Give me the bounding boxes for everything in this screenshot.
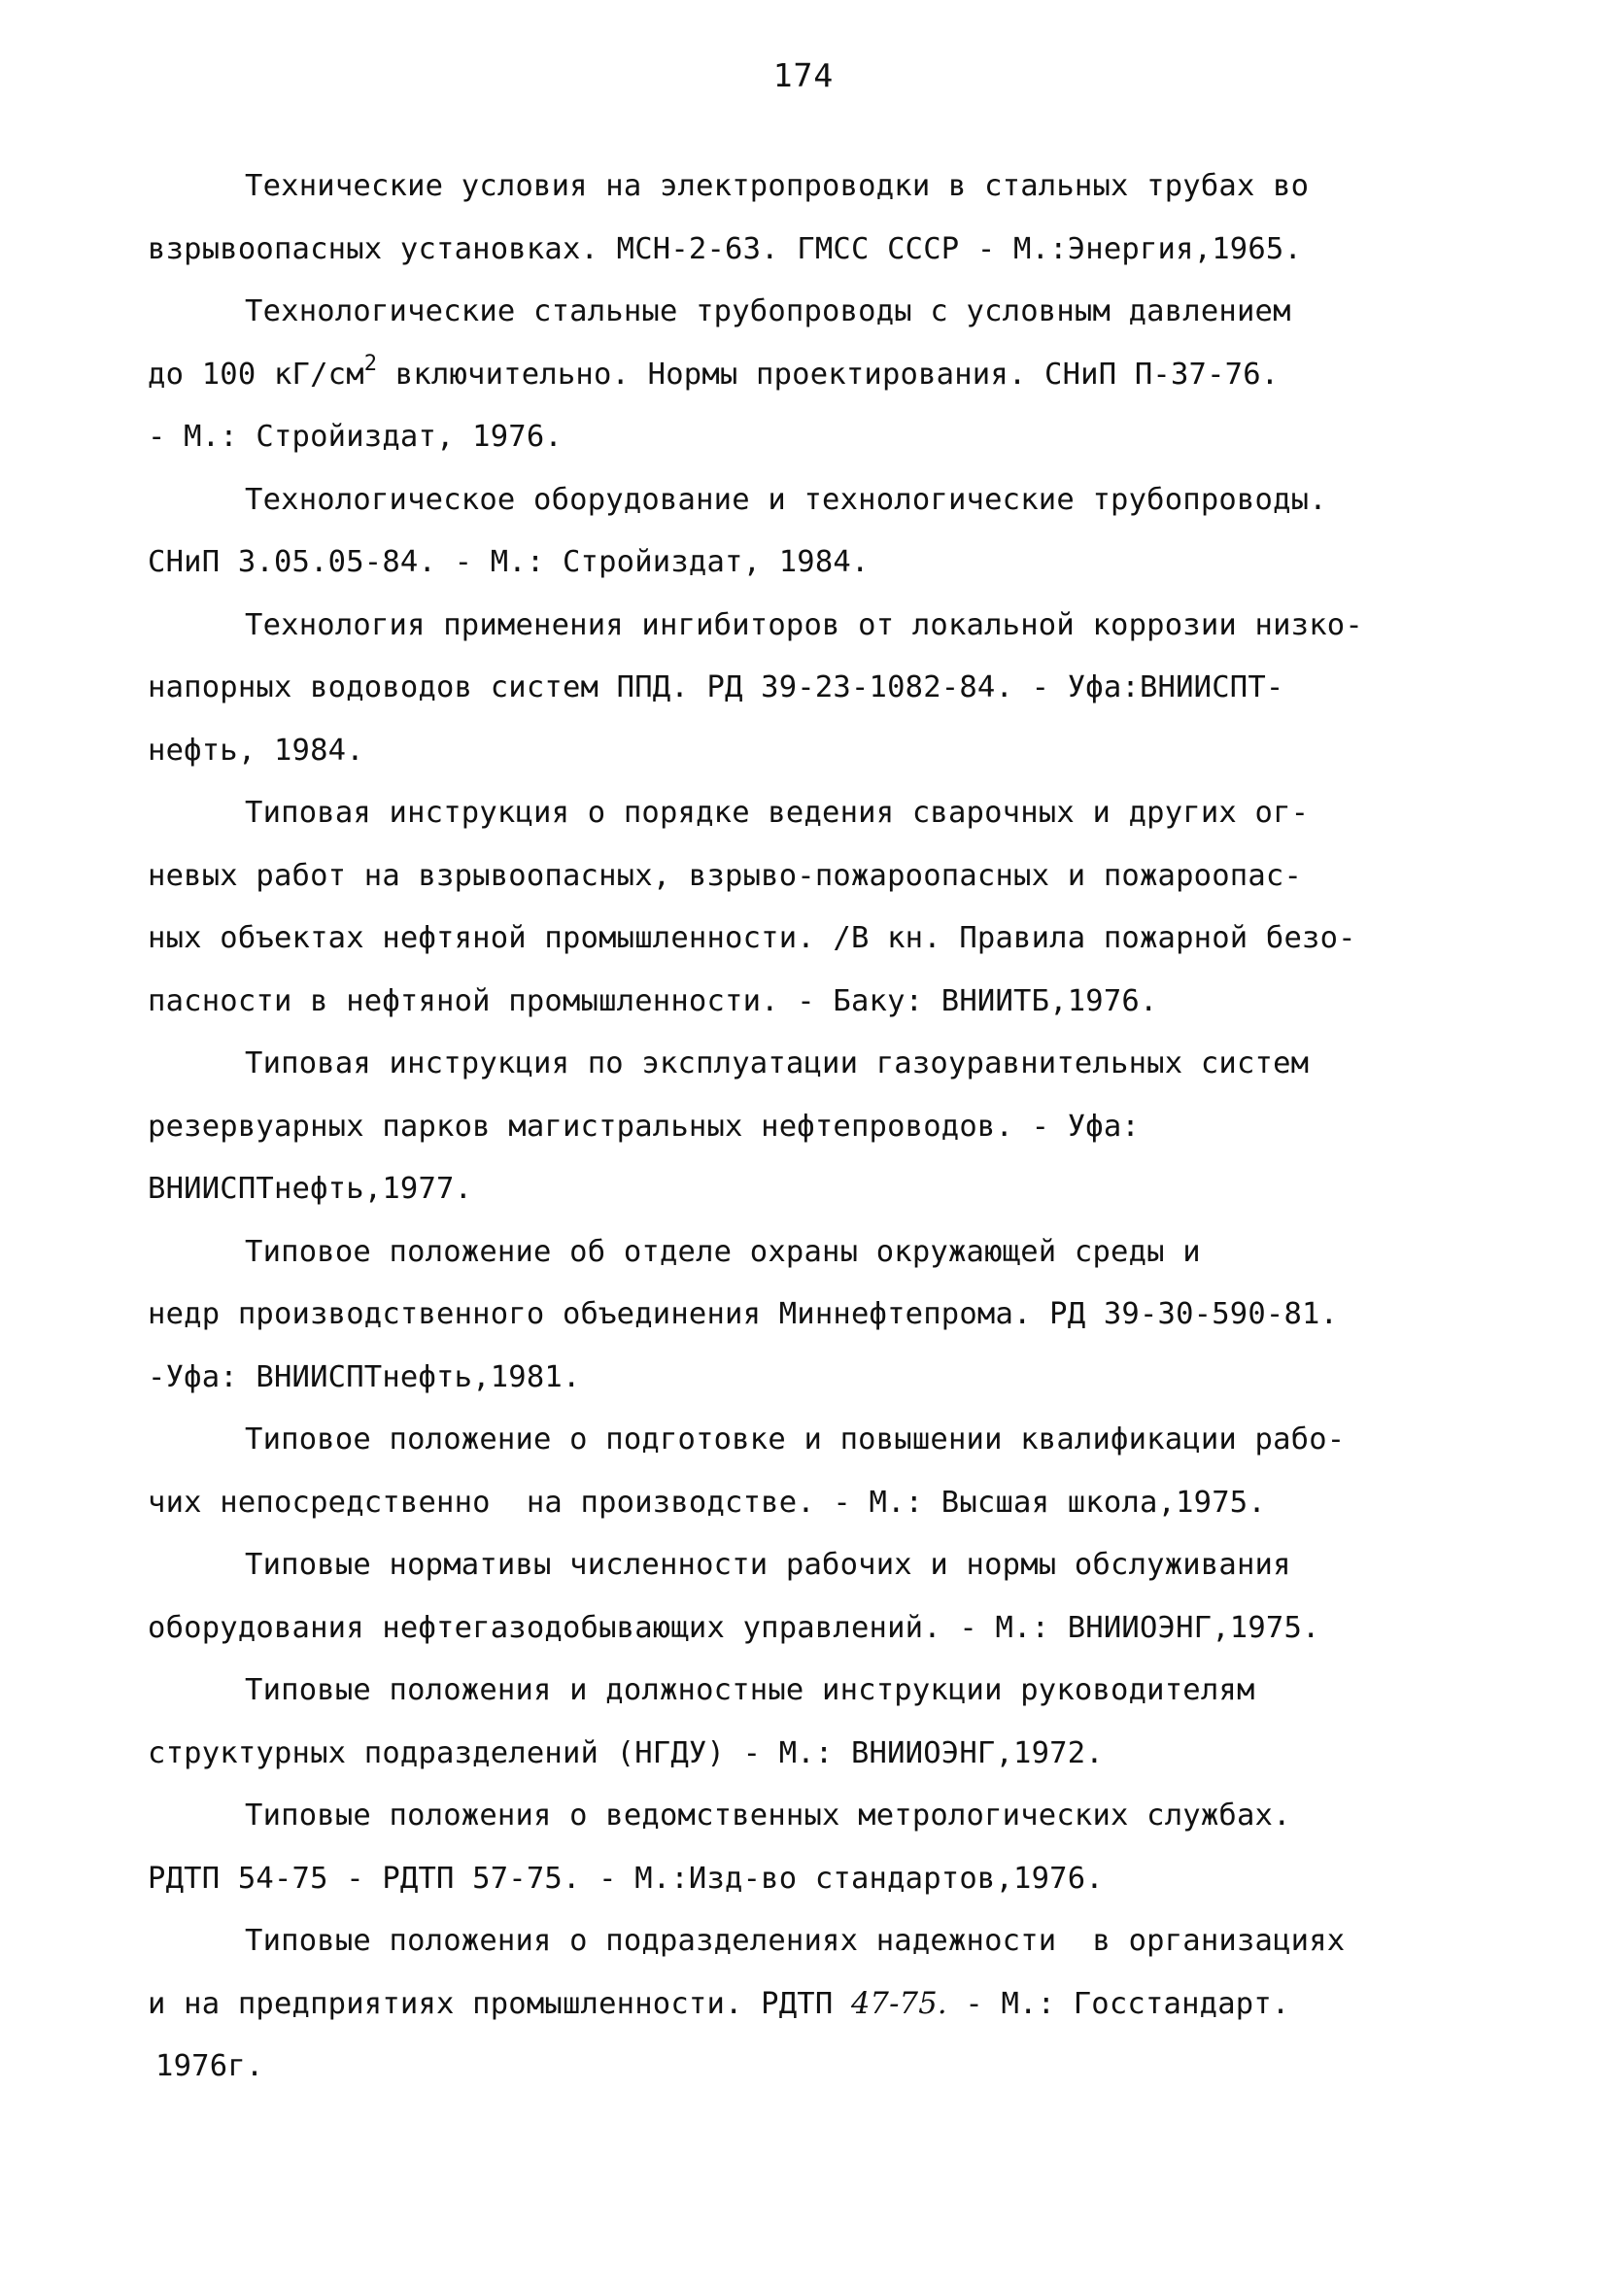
reference-entry bbox=[148, 1033, 1469, 1221]
reference-entry bbox=[148, 1660, 1469, 1785]
reference-line: недр производственного объединения Миннефтепрома. РД 39-30-590-81. bbox=[148, 1297, 1339, 1331]
page-number: 174 bbox=[772, 56, 835, 94]
reference-line: Технологические стальные трубопроводы с условным давлением bbox=[245, 294, 1291, 328]
superscript: 2 bbox=[363, 351, 378, 376]
reference-line: Типовое положение о подготовке и повышении квалификации рабо- bbox=[245, 1422, 1346, 1456]
reference-line: Типовая инструкция по эксплуатации газоуравнительных систем bbox=[245, 1046, 1310, 1080]
reference-line: чих непосредственно на производстве. - М.: Высшая школа,1975. bbox=[148, 1485, 1266, 1520]
reference-line: ных объектах нефтяной промышленности. /В кн. Правила пожарной безо- bbox=[148, 921, 1356, 955]
reference-entry bbox=[148, 1409, 1469, 1534]
reference-line: Технические условия на электропроводки в стальных трубах во bbox=[245, 169, 1310, 203]
reference-line-text: - М.: Госстандарт. bbox=[946, 1986, 1290, 2021]
reference-line: Технология применения ингибиторов от локальной коррозии низко- bbox=[245, 607, 1363, 642]
reference-entry bbox=[148, 1785, 1469, 1910]
reference-line: резервуарных парков магистральных нефтепроводов. - Уфа: bbox=[148, 1109, 1140, 1144]
reference-line: взрывоопасных установках. МСН-2-63. ГМСС СССР - М.:Энергия,1965. bbox=[148, 231, 1303, 266]
reference-entry bbox=[148, 595, 1469, 783]
reference-line: Типовые положения о подразделениях надежности в организациях bbox=[245, 1924, 1346, 1958]
reference-entry bbox=[148, 782, 1469, 1033]
reference-line: невых работ на взрывоопасных, взрыво-пожароопасных и пожароопас- bbox=[148, 858, 1303, 893]
reference-line: пасности в нефтяной промышленности. - Баку: ВНИИТБ,1976. bbox=[148, 983, 1158, 1018]
reference-entry bbox=[148, 155, 1469, 281]
reference-entry bbox=[148, 1910, 1469, 2099]
reference-line bbox=[148, 344, 1469, 407]
reference-line: напорных водоводов систем ППД. РД 39-23-1082-84. - Уфа:ВНИИСПТ- bbox=[148, 670, 1284, 704]
reference-entry bbox=[148, 1221, 1469, 1410]
reference-line: Типовые положения и должностные инструкции руководителям bbox=[245, 1673, 1255, 1707]
reference-line bbox=[148, 1973, 1469, 2037]
handwritten-annotation: 47-75. bbox=[850, 1986, 947, 2021]
reference-line: оборудования нефтегазодобывающих управлений. - М.: ВНИИОЭНГ,1975. bbox=[148, 1610, 1320, 1645]
reference-line-text: включительно. Нормы проектирования. СНиП П-37-76. bbox=[377, 357, 1280, 392]
reference-line: нефть, 1984. bbox=[148, 733, 364, 768]
reference-line: Технологическое оборудование и технологические трубопроводы. bbox=[245, 482, 1327, 517]
reference-line: 1976г. bbox=[155, 2049, 264, 2083]
reference-line: Типовое положение об отделе охраны окружающей среды и bbox=[245, 1234, 1201, 1269]
reference-line: РДТП 54-75 - РДТП 57-75. - М.:Изд-во стандартов,1976. bbox=[148, 1861, 1104, 1896]
reference-line: ВНИИСПТнефть,1977. bbox=[148, 1172, 473, 1206]
reference-line: - М.: Стройиздат, 1976. bbox=[148, 420, 563, 454]
reference-list bbox=[148, 155, 1469, 2099]
reference-entry bbox=[148, 469, 1469, 595]
reference-line: Типовая инструкция о порядке ведения сварочных и других ог- bbox=[245, 796, 1310, 830]
reference-line: Типовые нормативы численности рабочих и нормы обслуживания bbox=[245, 1548, 1291, 1582]
reference-line: -Уфа: ВНИИСПТнефть,1981. bbox=[148, 1359, 581, 1394]
reference-entry bbox=[148, 281, 1469, 469]
reference-line: СНиП 3.05.05-84. - М.: Стройиздат, 1984. bbox=[148, 545, 870, 579]
reference-entry bbox=[148, 1534, 1469, 1660]
reference-line: структурных подразделений (НГДУ) - М.: ВНИИОЭНГ,1972. bbox=[148, 1735, 1104, 1770]
reference-line: Типовые положения о ведомственных метрологических службах. bbox=[245, 1799, 1291, 1833]
reference-line-text: и на предприятиях промышленности. РДТП bbox=[148, 1986, 851, 2021]
reference-line-text: до 100 кГ/см bbox=[148, 357, 364, 392]
